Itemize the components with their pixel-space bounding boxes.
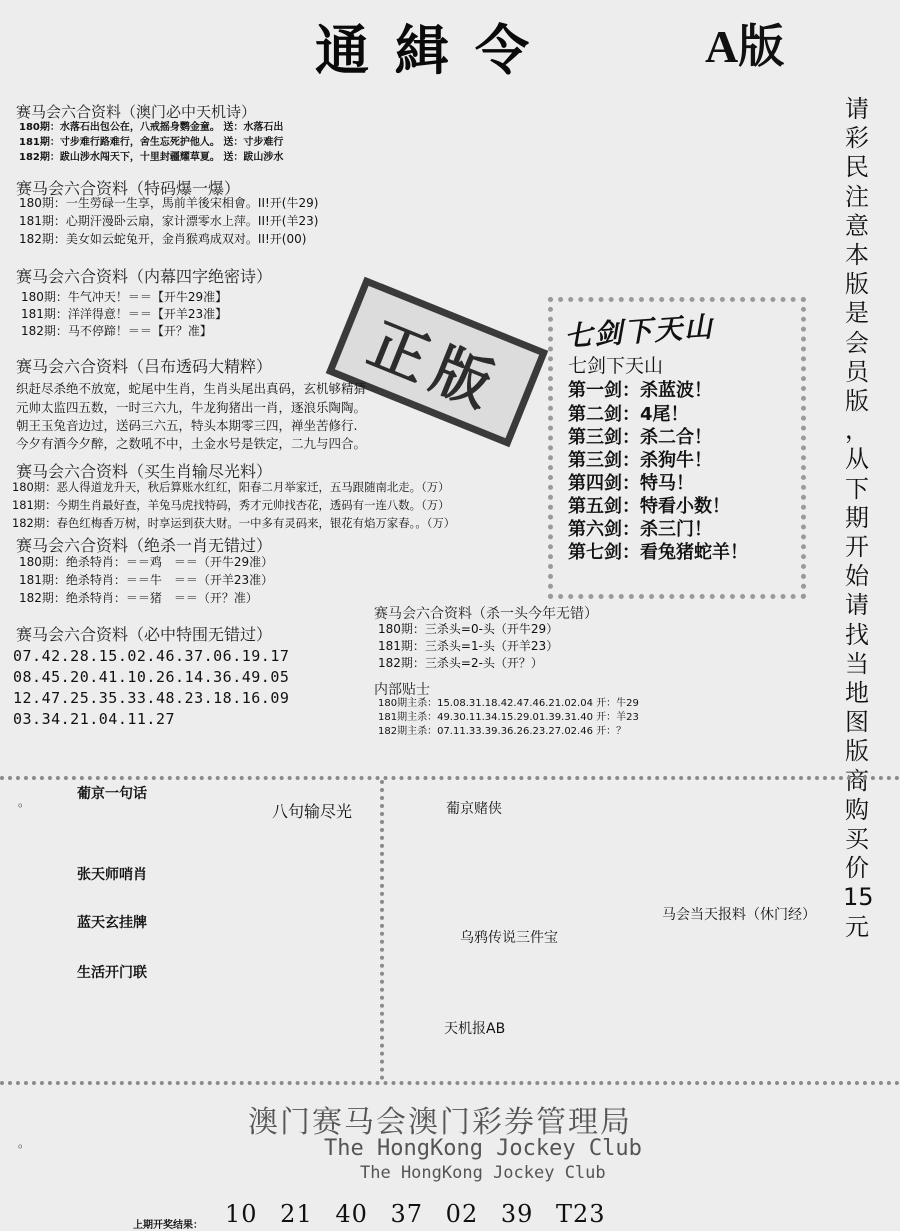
side-notice-char: 期 [845, 503, 869, 532]
side-notice-char: 版 [845, 737, 869, 766]
list-item: 182期：绝杀特肖：＝＝猪 ＝＝（开？准） [19, 591, 258, 605]
side-notice-char: 购 [845, 795, 869, 824]
side-notice-char: 版 [845, 270, 869, 299]
list-item: 181期主杀：49.30.11.34.15.29.01.39.31.40 开：羊23 [378, 712, 639, 723]
list-item: 182期：美女如云蛇兔开，金肖猴鸡成双对。II!开(00) [19, 232, 307, 246]
side-notice-char: 从 [845, 445, 869, 474]
side-notice-char: 找 [845, 620, 869, 649]
sword-item: 第六剑：杀三门！ [568, 519, 712, 540]
number-row: 03.34.21.04.11.27 [13, 710, 176, 728]
side-notice-char: 员 [845, 357, 869, 386]
sword-item: 第五剑：特看小数！ [568, 496, 730, 517]
swords-subtitle: 七剑下天山 [568, 355, 664, 377]
side-notice-char: 下 [845, 474, 869, 503]
section-title: 赛马会六合资料（吕布透码大精粹） [16, 357, 273, 376]
list-item: 今夕有酒今夕醉，之数吼不中，土金水号是铁定，二九与四合。 [16, 436, 367, 451]
authentic-stamp: 正版 [326, 277, 549, 448]
list-item: 180期：恶人得道龙升天，秋后算账水红红，阳春二月举家迁，五马跟随南北走。（万） [12, 480, 450, 494]
list-item: 180期主杀：15.08.31.18.42.47.46.21.02.04 开：牛29 [378, 698, 639, 709]
list-item: 180期：水落石出包公在，八戒摇身鹦金童。 送：水落石出 [19, 122, 284, 133]
edition-label: A版 [705, 21, 785, 72]
list-item: 181期：今期生肖最好查，羊兔马虎找特码，秀才元帅找杏花，透码有一连八数。（万） [12, 498, 450, 512]
side-notice-char: 地 [845, 679, 869, 708]
panel-label: 马会当天报料（休门经） [662, 907, 816, 923]
side-notice [843, 95, 874, 942]
panel-label: 葡京一句话 [77, 786, 147, 802]
sword-item: 第二剑：4尾！ [568, 404, 689, 425]
side-notice-char: 图 [845, 708, 869, 737]
sword-item: 第三剑：杀二合！ [568, 427, 712, 448]
list-item: 180期：绝杀特肖：＝＝鸡 ＝＝（开牛29准） [19, 555, 274, 569]
panel-label: 生活开门联 [77, 965, 147, 981]
side-notice-char: 是 [845, 299, 869, 328]
list-item: 织赶尽杀绝不放宽，蛇尾中生肖，生肖头尾出真码，玄机够精猜 [16, 381, 367, 396]
list-item: 181期：心期汗漫卧云扇，家计漂零水上萍。II!开(羊23) [19, 214, 319, 228]
side-notice-char: 15 [843, 883, 874, 912]
bullet-dot: 。 [18, 1136, 31, 1150]
section-title: 赛马会六合资料（澳门必中天机诗） [16, 103, 257, 121]
list-item: 朝王玉兔音边过，送码三六五，特头本期零三四，禅坐苦修行. [16, 418, 358, 433]
divider [0, 1081, 900, 1085]
footer-org-en: The HongKong Jockey Club [360, 1163, 606, 1183]
list-item: 182期：马不停蹄！＝＝【开？准】 [21, 324, 212, 338]
side-notice-char: 开 [845, 533, 869, 562]
list-item: 元帅太监四五数，一时三六九，牛龙狗猪出一肖，逐浪乐陶陶。 [16, 400, 367, 415]
section-title: 赛马会六合资料（特码爆一爆） [16, 179, 241, 198]
side-notice-char: 元 [845, 912, 869, 941]
side-notice-char: 彩 [845, 124, 869, 153]
side-notice-char: 本 [845, 241, 869, 270]
panel-label: 蓝天玄挂牌 [77, 915, 147, 931]
divider [0, 776, 900, 780]
list-item: 182期：春色红梅香万树，时享运到获大财。一中多有灵码来，银花有焰万家春。。（万） [12, 516, 456, 530]
last-result-label: 上期开奖结果： [133, 1220, 203, 1231]
side-notice-char: 版 [845, 387, 869, 416]
side-notice-char: 注 [845, 182, 869, 211]
list-item: 181期：三杀头=1-头（开羊23） [378, 639, 559, 653]
footer-org-en: The HongKong Jockey Club [324, 1136, 642, 1161]
side-notice-char: 始 [845, 562, 869, 591]
side-notice-char: 会 [845, 328, 869, 357]
side-notice-char: 请 [845, 591, 869, 620]
number-row: 08.45.20.41.10.26.14.36.49.05 [13, 668, 290, 686]
side-notice-char: 民 [845, 153, 869, 182]
section-title: 赛马会六合资料（买生肖输尽光料） [16, 462, 273, 481]
panel-label: 天机报AB [444, 1021, 506, 1037]
list-item: 180期：三杀头=0-头（开牛29） [378, 622, 559, 636]
section-title: 赛马会六合资料（必中特围无错过） [16, 625, 273, 644]
swords-heading: 七剑下天山 [563, 309, 716, 354]
bullet-dot: 。 [18, 795, 31, 809]
side-notice-char: 商 [845, 766, 869, 795]
footer-org-cn: 澳门赛马会澳门彩券管理局 [248, 1105, 632, 1140]
list-item: 181期：寸步难行路难行，舍生忘死护他人。 送：寸步难行 [19, 137, 284, 148]
sword-item: 第七剑：看兔猪蛇羊！ [568, 542, 748, 563]
list-item: 180期：一生勞碌一生享，馬前羊後宋相會。II!开(牛29) [19, 196, 319, 210]
side-notice-char: ， [845, 416, 869, 445]
section-title: 赛马会六合资料（内幕四字绝密诗） [16, 267, 273, 286]
section-title: 赛马会六合资料（杀一头今年无错） [374, 606, 598, 622]
panel-label: 张天师哨肖 [77, 867, 147, 883]
panel-label: 乌鸦传说三件宝 [460, 930, 558, 946]
side-notice-char: 价 [845, 854, 869, 883]
list-item: 182期：三杀头=2-头（开？） [378, 656, 543, 670]
list-item: 181期：洋洋得意！＝＝【开羊23准】 [21, 307, 228, 321]
number-row: 07.42.28.15.02.46.37.06.19.17 [13, 647, 290, 665]
list-item: 180期：牛气冲天！＝＝【开牛29准】 [21, 290, 228, 304]
list-item: 182期主杀：07.11.33.39.36.26.23.27.02.46 开：？ [378, 726, 627, 737]
list-item: 182期：跋山涉水闯天下，十里封疆耀草夏。 送：跋山涉水 [19, 152, 284, 163]
panel-label: 八句输尽光 [272, 802, 353, 821]
section-title: 赛马会六合资料（绝杀一肖无错过） [16, 536, 273, 555]
sword-item: 第四剑：特马！ [568, 473, 694, 494]
section-title: 内部贴士 [374, 682, 430, 698]
sword-item: 第三剑：杀狗牛！ [568, 450, 712, 471]
side-notice-char: 请 [845, 95, 869, 123]
page-title: 通緝令 [315, 18, 555, 82]
divider [380, 780, 384, 1080]
sword-item: 第一剑：杀蓝波！ [568, 380, 712, 401]
number-row: 12.47.25.35.33.48.23.18.16.09 [13, 689, 290, 707]
side-notice-char: 当 [845, 649, 869, 678]
list-item: 181期：绝杀特肖：＝＝牛 ＝＝（开羊23准） [19, 573, 274, 587]
panel-label: 葡京赌侠 [446, 801, 502, 817]
side-notice-char: 意 [845, 211, 869, 240]
last-result-numbers: 10 21 40 37 02 39 T23 [225, 1200, 606, 1228]
side-notice-char: 买 [845, 825, 869, 854]
